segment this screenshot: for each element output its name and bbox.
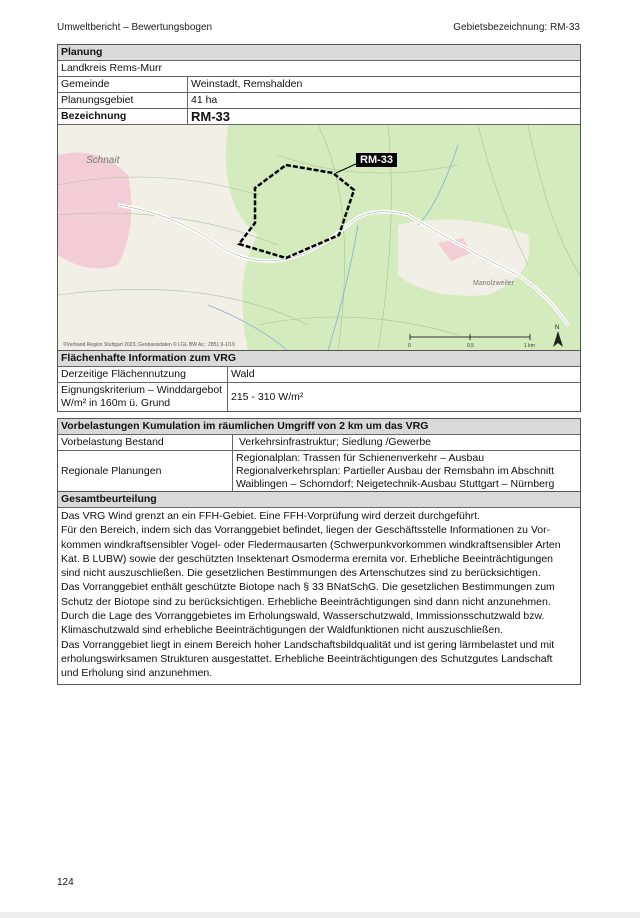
vorbelastungen-title: Vorbelastungen Kumulation im räumlichen Umgriff von 2 km um das VRG bbox=[58, 419, 580, 434]
text-line: erholungswirksamen Strukturen ausgestattet. Erhebliche Beeinträchtigungen des Schutzgutes Landschaft bbox=[61, 652, 553, 665]
value-planungsgebiet: 41 ha bbox=[191, 94, 218, 106]
row-planungsgebiet bbox=[58, 92, 580, 108]
landkreis: Landkreis Rems-Murr bbox=[61, 62, 162, 74]
text-line: Kat. B LUBW) sowie der geschützten Insektenart Osmoderma eremita vor. Erhebliche Beeinträchtigungen bbox=[61, 552, 553, 565]
text-line: kommen windkraftsensibler Vogel- oder Fledermausarten (Schwerpunkvorkommen windkraftsensibler Arten bbox=[61, 538, 561, 551]
value-bezeichnung: RM-33 bbox=[191, 109, 231, 124]
planung-title: Planung bbox=[58, 45, 580, 60]
label-flaechennutzung: Derzeitige Flächennutzung bbox=[58, 367, 228, 382]
gesamt-text bbox=[58, 508, 580, 684]
page-header bbox=[57, 22, 580, 33]
map-copyright: ©Verband Region Stuttgart 2023, Geobasisdaten © LGL BW Az.: 2851.9-1/19 bbox=[63, 342, 235, 348]
value-regionale-planungen bbox=[233, 451, 580, 492]
flaechen-table bbox=[57, 350, 581, 412]
location-map bbox=[58, 124, 580, 351]
value-bestand: Verkehrsinfrastruktur; Siedlung /Gewerbe bbox=[239, 436, 432, 448]
scale-tick-1km: 1 km bbox=[524, 343, 535, 349]
place-schnait: Schnait bbox=[86, 155, 120, 166]
text-line: Das Vorranggebiet liegt in einem Bereich hoher Landschaftsbildqualität und ist gering lärmbelastet und mit bbox=[61, 638, 555, 651]
text-line: Schutz der Biotope sind zu berücksichtigen. Erhebliche Beeinträchtigungen sind dann nicht anzunehmen. bbox=[61, 595, 551, 608]
gesamt-table bbox=[57, 491, 581, 685]
map-area-label: RM-33 bbox=[356, 153, 397, 167]
planung-line: Regionalplan: Trassen für Schienenverkehr – Ausbau bbox=[236, 452, 485, 464]
header-right: Gebietsbezeichnung: RM-33 bbox=[453, 22, 580, 33]
text-line: und Erholung sind anzunehmen. bbox=[61, 667, 213, 680]
row-bezeichnung bbox=[58, 108, 580, 124]
planung-line: Waiblingen – Schorndorf; Neigetechnik-Ausbau Stuttgart – Nürnberg bbox=[236, 478, 555, 490]
value-flaechennutzung: Wald bbox=[231, 368, 255, 380]
text-line: Durch die Lage des Vorranggebietes im Erholungswald, Wasserschutzwald, Immissionsschutzwald bzw. bbox=[61, 610, 545, 623]
label-winddargebot: Eignungskriterium – Winddargebot W/m² in 160m ü. Grund bbox=[58, 383, 228, 411]
row-gemeinde bbox=[58, 76, 580, 92]
vorbelastungen-table bbox=[57, 418, 581, 493]
value-gemeinde: Weinstadt, Remshalden bbox=[191, 78, 303, 90]
place-manolzweiler: Manolzweiler bbox=[473, 280, 514, 287]
settlement-schnait bbox=[58, 153, 131, 269]
label-regionale-planungen: Regionale Planungen bbox=[58, 451, 233, 492]
text-line: Das VRG Wind grenzt an ein FFH-Gebiet. Eine FFH-Vorprüfung wird derzeit durchgeführt. bbox=[61, 510, 481, 522]
text-line: Das Vorranggebiet enthält geschützte Biotope nach § 33 BNatSchG. Die gesetzlichen Bestimmungen zum bbox=[61, 581, 555, 594]
label-gemeinde: Gemeinde bbox=[58, 77, 188, 92]
page-number: 124 bbox=[57, 877, 74, 888]
map-graphic bbox=[58, 125, 580, 351]
header-left: Umweltbericht – Bewertungsbogen bbox=[57, 22, 213, 33]
label-planungsgebiet: Planungsgebiet bbox=[58, 93, 188, 108]
label-bestand: Vorbelastung Bestand bbox=[58, 435, 233, 450]
planung-table bbox=[57, 44, 581, 352]
flaechen-title: Flächenhafte Information zum VRG bbox=[58, 351, 580, 366]
text-line: Für den Bereich, indem sich das Vorranggebiet befindet, liegen der Geschäftsstelle Informationen zu Vor- bbox=[61, 524, 551, 537]
scale-tick-05: 0,5 bbox=[467, 343, 474, 349]
planung-line: Regionalverkehrsplan: Partieller Ausbau der Remsbahn im Abschnitt bbox=[236, 465, 555, 477]
page-bottom-edge bbox=[0, 912, 640, 918]
value-winddargebot: 215 - 310 W/m² bbox=[231, 390, 304, 403]
text-line: sind nicht auszuschließen. Die gesetzlichen Bestimmungen des Artenschutzes sind zu berücksichtigen. bbox=[61, 567, 541, 580]
svg-text:N: N bbox=[555, 325, 560, 331]
scale-tick-0: 0 bbox=[408, 343, 411, 349]
text-line: Klimaschutzwald sind erhebliche Beeinträchtigungen der Waldfunktionen nicht auszuschließen. bbox=[61, 624, 504, 637]
gesamt-title: Gesamtbeurteilung bbox=[58, 492, 580, 507]
label-bezeichnung: Bezeichnung bbox=[58, 109, 188, 124]
